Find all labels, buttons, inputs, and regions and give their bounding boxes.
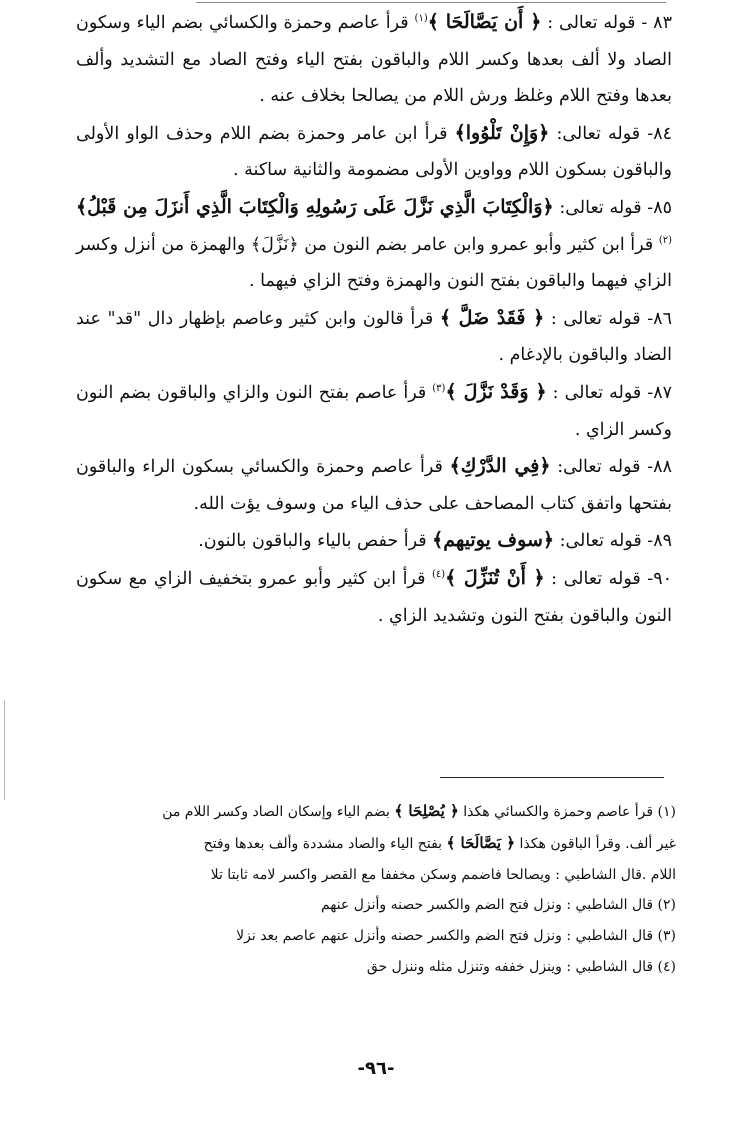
paragraph-90: ٩٠- قوله تعالى : ﴿ أَنْ تُنَزِّلَ ﴾$^{(٤)}$ قرأ ابن كثير وأبو عمرو بتخفيف الزاي مع سكون النون والباقون بفتح النون وتشديد الزاي . [76,566,672,626]
footnote-ref: (١) [414,13,428,25]
quran-quote: ﴿سوف يوتيهم﴾ [432,529,554,552]
quran-quote: ﴿ وَقَدْ نَزَّلَ ﴾ [445,380,547,403]
paragraph-83: ٨٣ - قوله تعالى : ﴿ أَن يَصَّالَحَا ﴾$^{(١)}$ قرأ عاصم وحمزة والكسائي بضم الياء وسكون الصاد ولا ألف بعدها وكسر اللام والباقون بفتح الياء وفتح الصاد مع التشديد وألف بعدها وفتح اللام وغلظ ورش اللام من يصالحا بخلاف عنه . [76,11,672,107]
paragraph-85: ٨٥- قوله تعالى: ﴿وَالْكِتَابَ الَّذِي نَزَّلَ عَلَى رَسُولِهِ وَالْكِتَابَ الَّذِي أَنزَلَ مِن قَبْلُ﴾$^{(٢)}$ قرأ ابن كثير وأبو عمرو وابن عامر بضم النون من ﴿نَزَّلَ﴾ والهمزة من أنزل وكسر الزاي فيهما والباقون بفتح النون والهمزة وفتح الزاي فيهما . [76,195,672,292]
footnote-separator [440,777,664,778]
quran-quote: ﴿ يُصْلِحَا ﴾ [394,802,459,820]
paragraph-84: ٨٤- قوله تعالى: ﴿وَإِنْ تَلْوُوا﴾ قرأ ابن عامر وحمزة بضم اللام وحذف الواو الأولى والباقون بسكون اللام وواوين الأولى مضمومة والثانية ساكنة . [76,121,672,181]
footnote-line: (٤) قال الشاطبي : وينزل خففه وتنزل مثله وننزل حق [366,958,676,975]
paragraph-88: ٨٨- قوله تعالى: ﴿فِي الدَّرْكِ﴾ قرأ عاصم وحمزة والكسائي بسكون الراء والباقون بفتحها واتفق كتاب المصاحف على حذف الياء من وسوف يؤت الله. [76,455,672,514]
paragraph-87: ٨٧- قوله تعالى : ﴿ وَقَدْ نَزَّلَ ﴾$^{(٣)}$ قرأ عاصم بفتح النون والزاي والباقون بضم النون وكسر الزاي . [76,380,672,440]
footnote-ref: (٤) [431,569,446,581]
quran-quote: ﴿ فَقَدْ ضَلَّ ﴾ [439,306,545,329]
footnote-line: غير ألف. وقرأ الباقون هكذا ﴿ يَصَّالَحَا ﴾ بفتح الياء والصاد مشددة وألف بعدها وفتح [203,833,676,852]
footnote-ref: (٢) [658,234,672,246]
footnote-ref: (٣) [432,383,446,395]
paragraph-89: ٨٩- قوله تعالى: ﴿سوف يوتيهم﴾ قرأ حفص بالياء والباقون بالنون. [198,529,672,552]
quran-quote: ﴿فِي الدَّرْكِ﴾ [449,455,551,478]
footnote-line: (٣) قال الشاطبي : ونزل فتح الضم والكسر حصنه وأنزل عنهم عاصم بعد نزلا [236,928,676,945]
quran-quote: ﴿ يَصَّالَحَا ﴾ [446,833,516,852]
footnotes [70,796,676,983]
quran-quote: ﴿ أَن يَصَّالَحَا ﴾ [427,11,542,33]
quran-quote: ﴿وَإِنْ تَلْوُوا﴾ [454,121,550,144]
footnote-line: (١) قرأ عاصم وحمزة والكسائي هكذا ﴿ يُصْلِحَا ﴾ بضم الياء وإسكان الصاد وكسر اللام من [162,802,676,820]
paragraph-86: ٨٦- قوله تعالى : ﴿ فَقَدْ ضَلَّ ﴾ قرأ قالون وابن كثير وعاصم بإظهار دال "قد" عند الضاد والباقون بالإدغام . [76,306,672,366]
footnote-line: (٢) قال الشاطبي : ونزل فتح الضم والكسر حصنه وأنزل عنهم [320,897,676,914]
scan-edge-line [4,700,5,800]
top-rule [196,2,666,3]
page-number: -٩٦- [357,1058,395,1079]
quran-quote: ﴿وَالْكِتَابَ الَّذِي نَزَّلَ عَلَى رَسُولِهِ وَالْكِتَابَ الَّذِي أَنزَلَ مِن قَبْلُ﴾ [76,195,554,218]
footnote-line: اللام .قال الشاطبي : ويصالحا فاضمم وسكن مخففا مع القصر واكسر لامه ثابتا تلا [210,866,676,883]
main-text [76,4,672,634]
quran-quote: ﴿ أَنْ تُنَزِّلَ ﴾ [445,566,545,589]
